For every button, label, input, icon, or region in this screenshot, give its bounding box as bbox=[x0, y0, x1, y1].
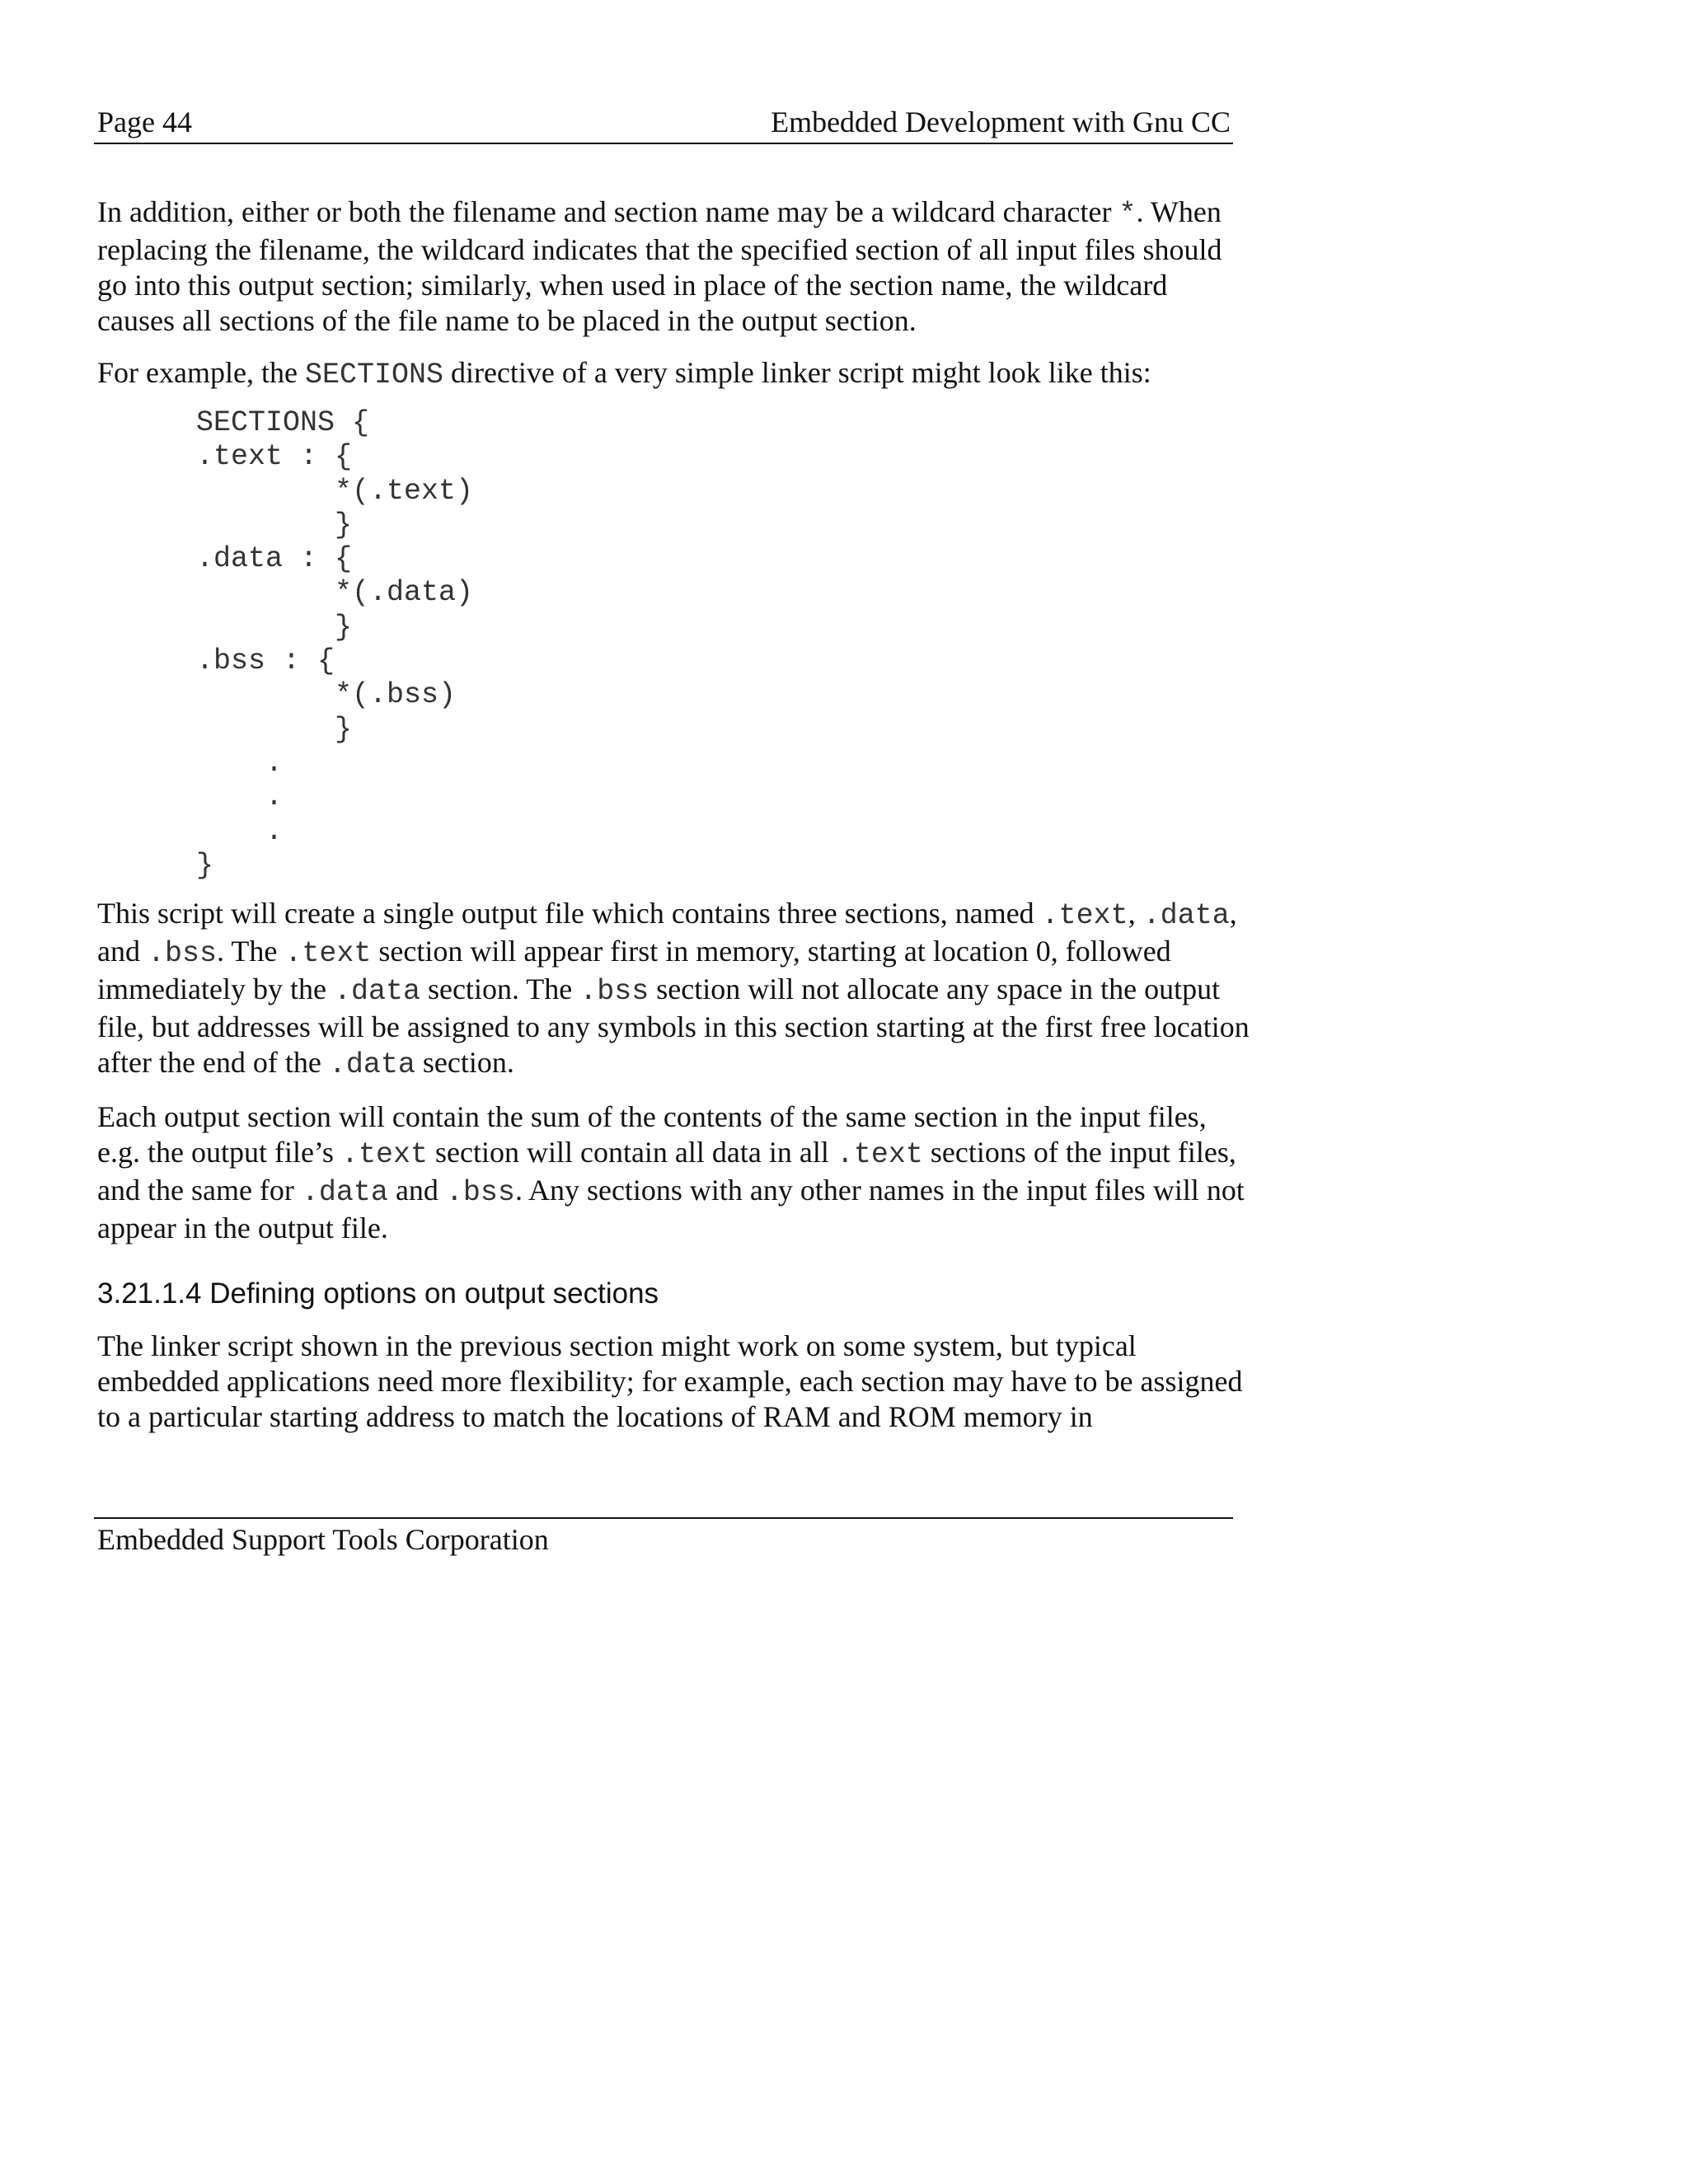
text-run: sections of the input files, and the same for bbox=[97, 1136, 1236, 1207]
code-inline: .bss bbox=[579, 975, 649, 1009]
code-inline: .bss bbox=[147, 937, 217, 971]
text-run: section. The bbox=[420, 972, 580, 1006]
book-title: Embedded Development with Gnu CC bbox=[771, 105, 1231, 138]
code-inline: .text bbox=[340, 1138, 428, 1172]
code-inline: .text bbox=[1041, 899, 1128, 933]
text-run: , and bbox=[97, 897, 1237, 968]
page-footer: Embedded Support Tools Corporation bbox=[97, 1523, 549, 1556]
header-rule bbox=[94, 143, 1233, 144]
code-inline: .data bbox=[1142, 899, 1230, 933]
paragraph-example-intro bbox=[97, 355, 1251, 393]
page-number: Page 44 bbox=[97, 105, 192, 138]
text-run: section will not allocate any space in the output file, but addresses will be assigned to any symbols in this section starting at the first free location after the end of the bbox=[97, 972, 1250, 1080]
text-run: In addition, either or both the filename and section name may be a wildcard character bbox=[97, 195, 1119, 228]
section-heading: 3.21.1.4 Defining options on output sections bbox=[97, 1277, 659, 1310]
text-run: . When replacing the filename, the wildcard indicates that the specified section of all input files should go into this output section; similarly, when used in place of the section name, the wildcard causes all sections of the file name to be placed in the output section. bbox=[97, 195, 1222, 337]
text-run: This script will create a single output file which contains three sections, named bbox=[97, 897, 1042, 930]
paragraph-wildcard bbox=[97, 194, 1251, 339]
text-run: and bbox=[387, 1174, 446, 1207]
text-run: section. bbox=[415, 1046, 514, 1080]
text-run: . The bbox=[217, 935, 285, 968]
text-run: section will contain all data in all bbox=[427, 1136, 837, 1169]
text-run: directive of a very simple linker script might look like this: bbox=[443, 356, 1151, 389]
code-inline: SECTIONS bbox=[304, 359, 443, 391]
code-inline: .text bbox=[836, 1138, 923, 1172]
page-header bbox=[97, 104, 1231, 143]
code-inline: .bss bbox=[445, 1176, 515, 1210]
code-inline: .data bbox=[301, 1176, 388, 1210]
code-inline: .data bbox=[333, 975, 420, 1009]
paragraph-options: The linker script shown in the previous section might work on some system, but typical embedded applications need more flexibility; for example, each section may have to be assigned to a particular starting address to match the locations of RAM and ROM memory in bbox=[97, 1329, 1243, 1434]
text-run: For example, the bbox=[97, 356, 305, 389]
text-run: section will appear first in memory, starting at location 0, followed immediately by the bbox=[97, 935, 1171, 1006]
page-body bbox=[97, 194, 1251, 1435]
code-inline: .data bbox=[328, 1048, 415, 1082]
linker-script-code-block: SECTIONS { .text : { *(.text) } .data : { *(.data) } .bss : { *(.bss) } . . . } bbox=[196, 406, 474, 882]
text-run: , bbox=[1128, 897, 1143, 930]
paragraph-script-explanation bbox=[97, 896, 1251, 1083]
code-inline: .text bbox=[284, 937, 372, 971]
text-run: Each output section will contain the sum of the contents of the same section in the input files, e.g. the output file’s bbox=[97, 1100, 1207, 1169]
paragraph-output-sections bbox=[97, 1099, 1251, 1246]
text-run: . Any sections with any other names in the input files will not appear in the output file. bbox=[97, 1174, 1245, 1245]
footer-rule bbox=[94, 1517, 1233, 1519]
code-inline: * bbox=[1118, 198, 1137, 231]
